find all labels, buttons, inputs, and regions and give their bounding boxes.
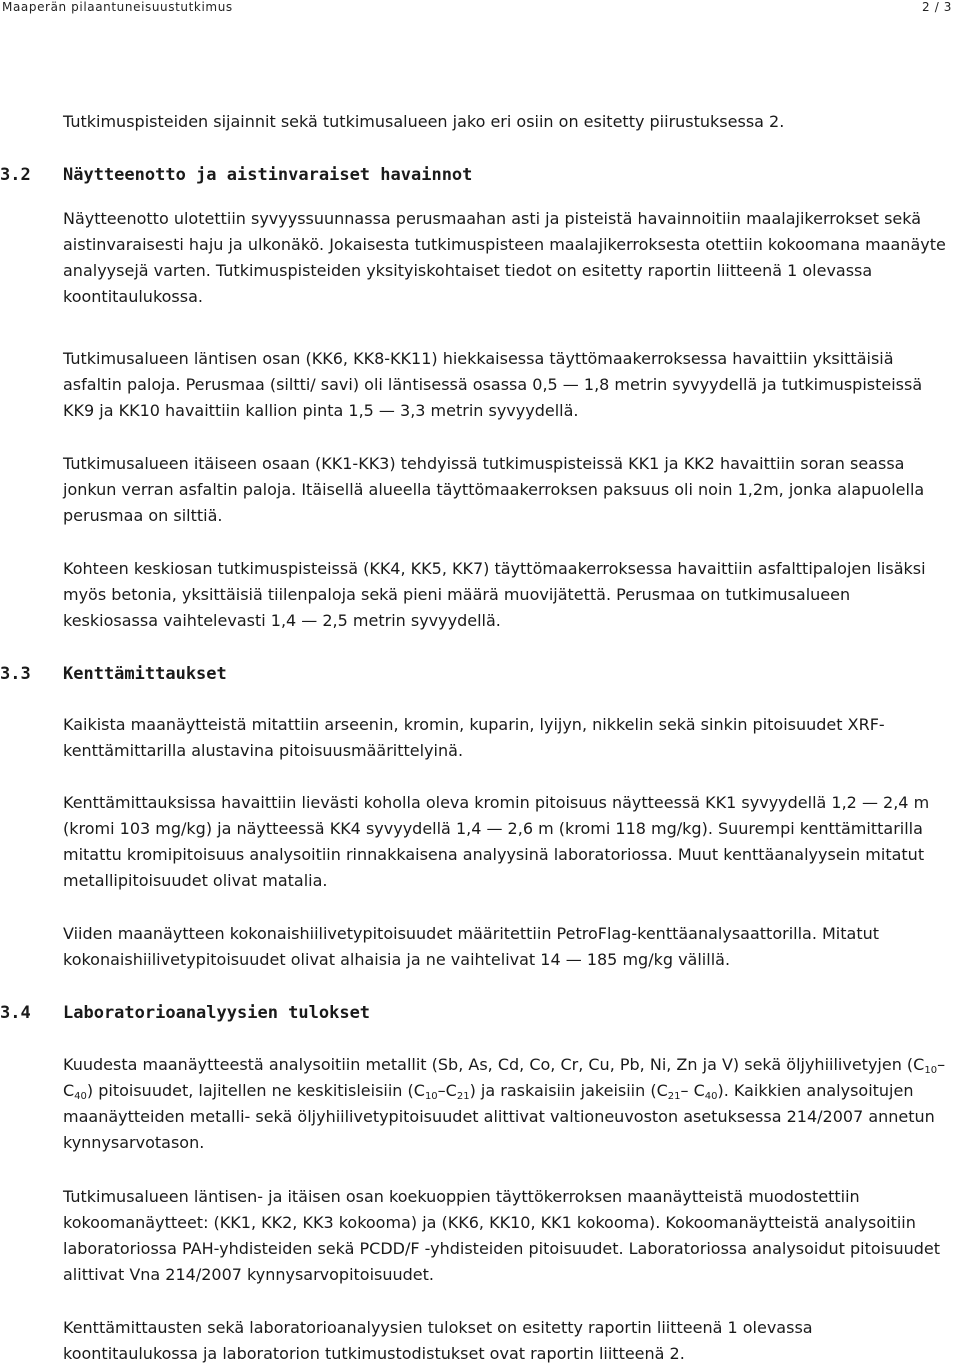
page-header: [0, 0, 960, 14]
section-number: 3.3: [0, 664, 31, 684]
section-title: Kenttämittaukset: [63, 664, 227, 684]
section-number: 3.2: [0, 165, 31, 185]
section-title: Näytteenotto ja aistinvaraiset havainnot: [63, 165, 473, 185]
paragraph: Kuudesta maanäytteestä analysoitiin metallit (Sb, As, Cd, Co, Cr, Cu, Pb, Ni, Zn ja V) sekä öljyhiilivetyjen $(C_{10}-C_{40})$ pitoisuudet, lajitellen ne keskitisleisiin $(C_{10}-C_{21})$ ja raskaisiin jakeisiin ($C_{21}-$ $C_{40}$). Kaikkien analysoitujen maanäytteiden metalli- sekä öljyhiilivetypitoisuudet alittivat valtioneuvoston asetuksessa 214/2007 annetun kynnysarvotason.: [63, 1055, 946, 1152]
page-number: 2 / 3: [922, 0, 952, 14]
section-title: Laboratorioanalyysien tulokset: [63, 1003, 371, 1023]
paragraph: Tutkimusalueen läntisen osan (KK6, KK8-KK11) hiekkaisessa täyttömaakerroksessa havaittiin yksittäisiä asfaltin paloja. Perusmaa (siltti/ savi) oli läntisessä osassa 0,5 — 1,8 metrin syvyydellä ja tutkimuspisteissä KK9 ja KK10 havaittiin kallion pinta 1,5 — 3,3 metrin syvyydellä.: [63, 349, 923, 420]
section-number: 3.4: [0, 1003, 31, 1023]
paragraph: Kaikista maanäytteistä mitattiin arseenin, kromin, kuparin, lyijyn, nikkelin sekä sinkin pitoisuudet XRF-kenttämittarilla alustavina pitoisuusmäärittelyinä.: [63, 715, 885, 760]
paragraph: Tutkimusalueen itäiseen osaan (KK1-KK3) tehdyissä tutkimuspisteissä KK1 ja KK2 havaittiin soran seassa jonkun verran asfaltin paloja. Itäisellä alueella täyttömaakerroksen paksuus oli noin 1,2m, jonka alapuolella perusmaa on silttiä.: [63, 454, 925, 525]
paragraph: Kenttämittausten sekä laboratorioanalyysien tulokset on esitetty raportin liitteenä 1 olevassa koontitaulukossa ja laboratorion tutkimustodistukset ovat raportin liitteenä 2.: [63, 1318, 813, 1363]
paragraph: Viiden maanäytteen kokonaishiilivetypitoisuudet määritettiin PetroFlag-kenttäanalysaattorilla. Mitatut kokonaishiilivetypitoisuudet olivat alhaisia ja ne vaihtelivat 14 — 185 mg/kg välillä.: [63, 924, 880, 969]
intro-paragraph: Tutkimuspisteiden sijainnit sekä tutkimusalueen jako eri osiin on esitetty piirustuksessa 2.: [63, 112, 785, 131]
paragraph: Kohteen keskiosan tutkimuspisteissä (KK4, KK5, KK7) täyttömaakerroksessa havaittiin asfalttipalojen lisäksi myös betonia, yksittäisiä tiilenpaloja sekä pieni määrä muovijätettä. Perusmaa on tutkimusalueen keskiosassa vaihtelevasti 1,4 — 2,5 metrin syvyydellä.: [63, 559, 926, 630]
document-title: Maaperän pilaantuneisuustutkimus: [2, 0, 233, 14]
paragraph: Näytteenotto ulotettiin syvyyssuunnassa perusmaahan asti ja pisteistä havainnoitiin maalajikerrokset sekä aistinvaraisesti haju ja ulkonäkö. Jokaisesta tutkimuspisteen maalajikerroksesta otettiin kokoomana maanäyte analyysejä varten. Tutkimuspisteiden yksityiskohtaiset tiedot on esitetty raportin liitteenä 1 olevassa koontitaulukossa.: [63, 209, 946, 306]
paragraph: Tutkimusalueen läntisen- ja itäisen osan koekuoppien täyttökerroksen maanäytteistä muodostettiin kokoomanäytteet: (KK1, KK2, KK3 kokooma) ja (KK6, KK10, KK1 kokooma). Kokoomanäytteistä analysoitiin laboratoriossa PAH-yhdisteiden sekä PCDD/F -yhdisteiden pitoisuudet. Laboratoriossa analysoidut pitoisuudet alittivat Vna 214/2007 kynnysarvopitoisuudet.: [63, 1187, 941, 1284]
paragraph: Kenttämittauksissa havaittiin lievästi koholla oleva kromin pitoisuus näytteessä KK1 syvyydellä 1,2 — 2,4 m (kromi 103 mg/kg) ja näytteessä KK4 syvyydellä 1,4 — 2,6 m (kromi 118 mg/kg). Suurempi kenttämittarilla mitattu kromipitoisuus analysoitiin rinnakkaisena analyysinä laboratoriossa. Muut kenttäanalyysein mitatut metallipitoisuudet olivat matalia.: [63, 793, 930, 890]
